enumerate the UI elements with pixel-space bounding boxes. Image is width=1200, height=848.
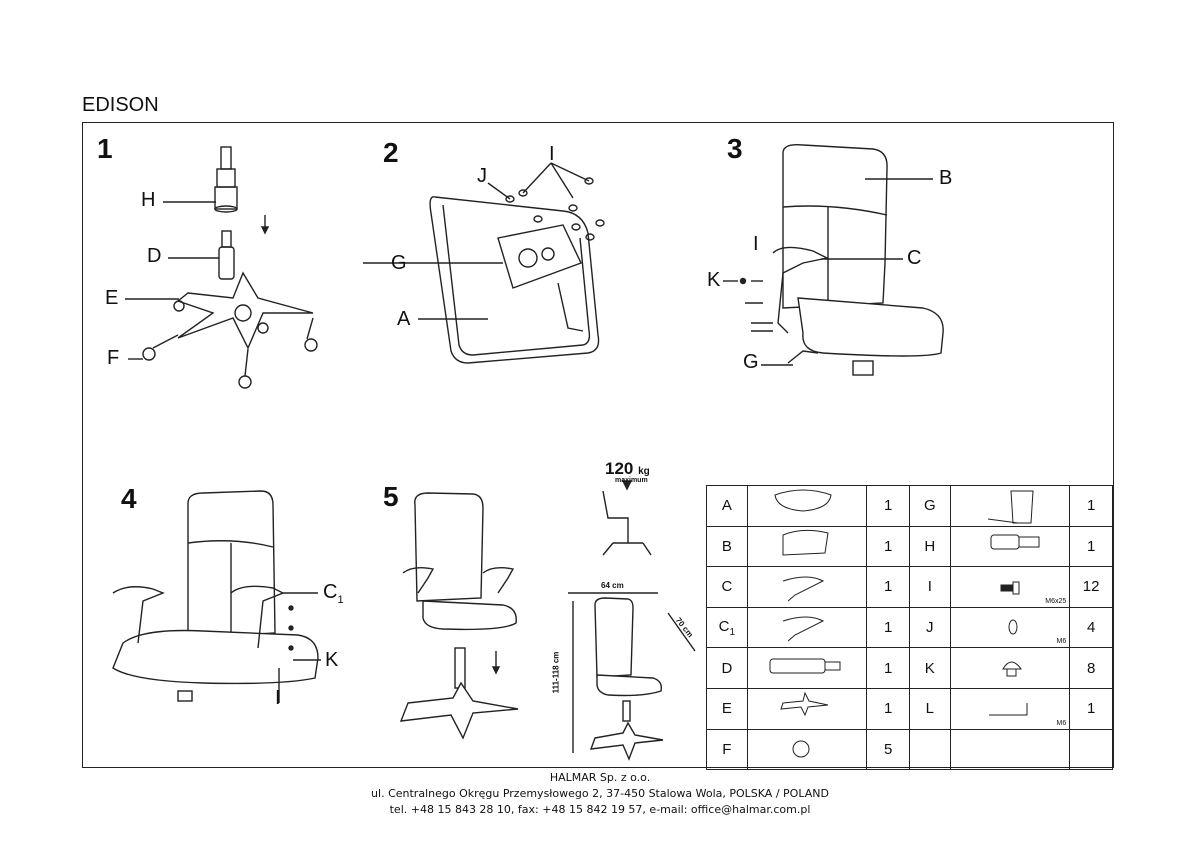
part-qty: 1 — [867, 607, 910, 648]
part-qty: 1 — [867, 648, 910, 689]
armrest-icon — [747, 567, 867, 608]
part-letter: F — [707, 729, 748, 770]
step-number-2: 2 — [383, 137, 399, 168]
gas-lift-icon — [747, 648, 867, 689]
footer — [0, 770, 1200, 818]
label-k-step3: K — [707, 269, 721, 291]
label-c1 — [323, 581, 344, 606]
part-letter: L — [909, 688, 950, 729]
table-row — [707, 729, 1113, 770]
part-letter — [707, 607, 748, 648]
cap-icon — [950, 648, 1070, 689]
screw-icon — [950, 567, 1070, 608]
table-row — [707, 688, 1113, 729]
part-qty: 1 — [867, 688, 910, 729]
label-g-step2: G — [391, 252, 407, 274]
parts-table — [706, 485, 1113, 770]
footer-address: ul. Centralnego Okręgu Przemysłowego 2, 37-450 Stalowa Wola, POLSKA / POLAND — [371, 787, 829, 800]
table-row — [707, 486, 1113, 527]
table-row — [707, 648, 1113, 689]
part-letter: E — [707, 688, 748, 729]
part-spec: M6x25 — [1045, 597, 1067, 605]
capacity-note: maximum — [615, 477, 648, 484]
step-number-5: 5 — [383, 481, 399, 512]
part-qty: 1 — [867, 486, 910, 527]
empty-cell — [1070, 729, 1113, 770]
step5-illustration — [401, 481, 695, 759]
step-number-3: 3 — [727, 133, 743, 164]
footer-company: HALMAR Sp. z o.o. — [549, 771, 651, 784]
part-letter: K — [909, 648, 950, 689]
table-row — [707, 526, 1113, 567]
label-h: H — [141, 189, 156, 211]
part-qty: 8 — [1070, 648, 1113, 689]
part-letter: D — [707, 648, 748, 689]
part-letter: B — [707, 526, 748, 567]
mechanism-icon — [950, 486, 1070, 527]
label-d: D — [147, 245, 162, 267]
label-j: J — [477, 165, 487, 187]
part-qty: 1 — [867, 526, 910, 567]
allen-key-icon — [950, 688, 1070, 729]
part-spec: M6 — [1056, 719, 1067, 727]
label-i-step2: I — [549, 143, 555, 165]
part-letter: I — [909, 567, 950, 608]
step-number-4: 4 — [121, 483, 137, 514]
base-icon — [747, 688, 867, 729]
dimension-height: 111-118 cm — [551, 651, 561, 694]
armrest-icon — [747, 607, 867, 648]
part-qty: 1 — [1070, 486, 1113, 527]
part-qty: 4 — [1070, 607, 1113, 648]
label-g-step3: G — [743, 351, 759, 373]
seat-icon — [747, 486, 867, 527]
empty-cell — [950, 729, 1070, 770]
part-qty: 1 — [867, 567, 910, 608]
part-letter-main: C — [718, 617, 730, 635]
dimension-width: 64 cm — [601, 581, 624, 590]
label-b: B — [939, 167, 953, 189]
part-letter-sub: 1 — [729, 626, 736, 638]
backrest-icon — [747, 526, 867, 567]
capacity-unit: kg — [638, 466, 650, 477]
part-qty: 1 — [1070, 526, 1113, 567]
instruction-frame — [82, 122, 1114, 768]
label-a: A — [397, 308, 411, 330]
gas-cover-icon — [950, 526, 1070, 567]
footer-contact: tel. +48 15 843 28 10, fax: +48 15 842 19 57, e-mail: office@halmar.com.pl — [389, 803, 811, 816]
step4-illustration — [113, 491, 321, 703]
part-letter: G — [909, 486, 950, 527]
caster-icon — [747, 729, 867, 770]
dimension-depth: 70 cm — [673, 615, 695, 640]
part-letter: J — [909, 607, 950, 648]
part-letter: A — [707, 486, 748, 527]
part-qty: 12 — [1070, 567, 1113, 608]
label-f: F — [107, 347, 120, 369]
label-c1-letter: C — [323, 581, 338, 603]
label-c: C — [907, 247, 922, 269]
label-i-step4: I — [275, 687, 281, 709]
part-qty: 1 — [1070, 688, 1113, 729]
part-spec: M6 — [1056, 638, 1067, 646]
step-number-1: 1 — [97, 133, 113, 164]
empty-cell — [909, 729, 950, 770]
weight-capacity — [605, 459, 650, 479]
part-letter: C — [707, 567, 748, 608]
label-e: E — [105, 287, 119, 309]
table-row — [707, 607, 1113, 648]
label-c1-sub: 1 — [337, 594, 344, 606]
document-title: EDISON — [82, 94, 159, 116]
label-i-step3: I — [753, 233, 759, 255]
part-letter: H — [909, 526, 950, 567]
label-k-step4: K — [325, 649, 339, 671]
table-row — [707, 567, 1113, 608]
part-qty: 5 — [867, 729, 910, 770]
capacity-value: 120 — [605, 459, 634, 478]
washer-icon — [950, 607, 1070, 648]
